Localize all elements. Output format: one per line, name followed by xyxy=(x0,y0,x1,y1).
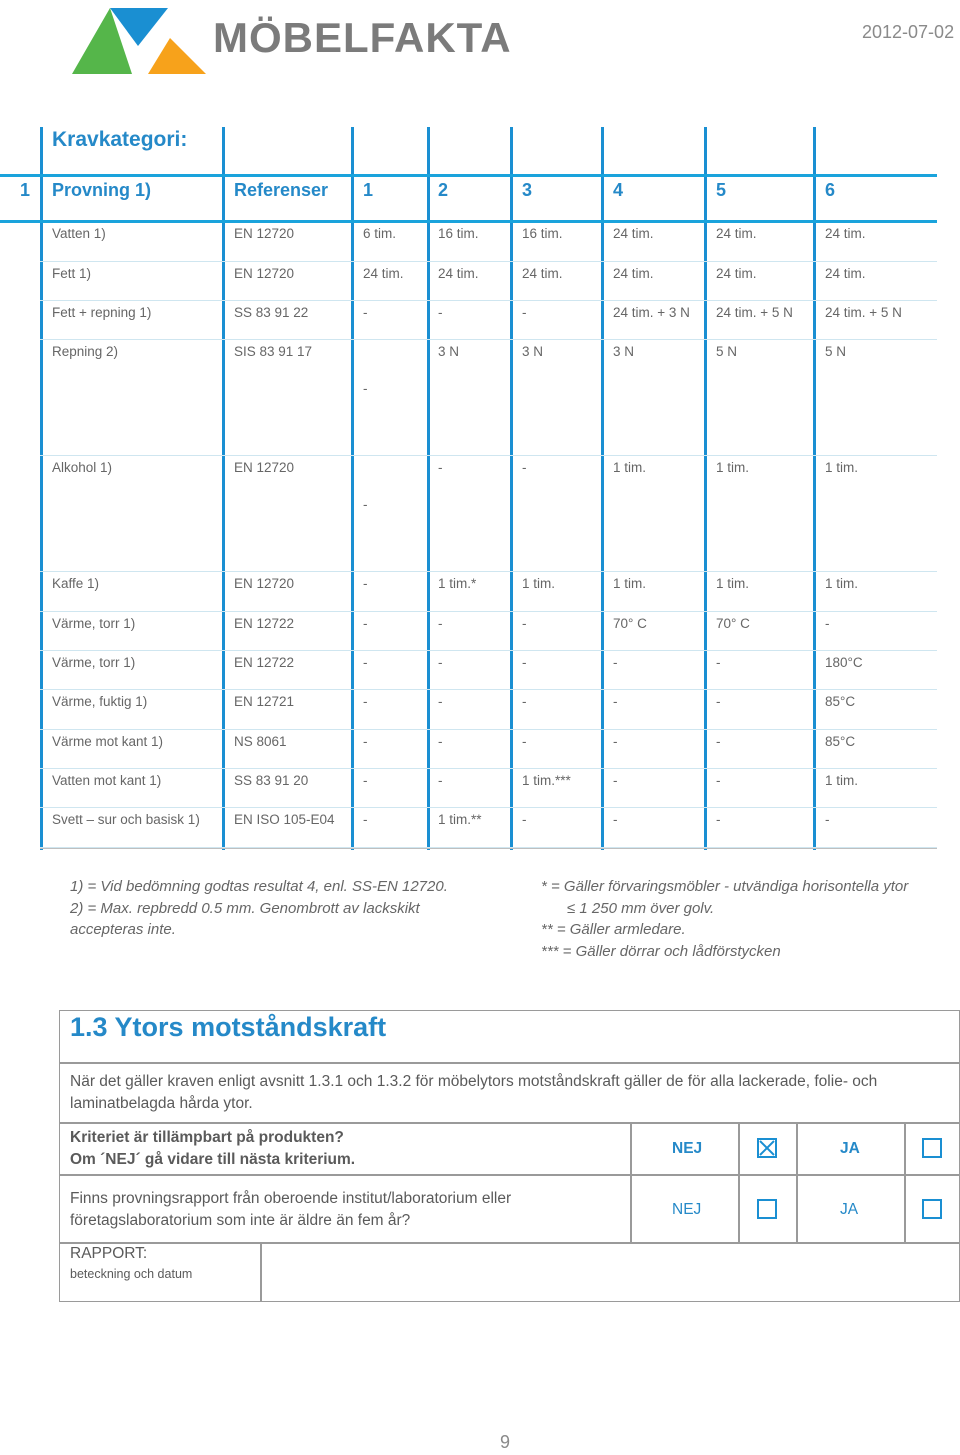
table-cell: - xyxy=(438,655,443,670)
table-cell: - xyxy=(363,655,368,670)
table-cell: SS 83 91 22 xyxy=(234,305,309,320)
table-cell: - xyxy=(716,734,721,749)
rapport-input[interactable] xyxy=(260,1242,960,1302)
table-cell: 24 tim. + 5 N xyxy=(716,305,793,320)
table-cell: - xyxy=(363,616,368,631)
table-cell: Vatten mot kant 1) xyxy=(52,773,162,788)
row-divider xyxy=(40,300,937,301)
q1-nej-checkbox[interactable] xyxy=(757,1138,777,1158)
table-title: Kravkategori: xyxy=(52,128,188,151)
table-cell: 24 tim. xyxy=(825,226,866,241)
header-bottom-line xyxy=(0,220,937,223)
table-cell: - xyxy=(613,773,618,788)
table-cell: - xyxy=(613,734,618,749)
table-cell: 3 N xyxy=(613,344,635,359)
q2-ja-checkbox[interactable] xyxy=(922,1199,942,1219)
table-header-cell: 1 xyxy=(20,180,31,200)
table-cell: - xyxy=(438,460,443,475)
table-cell: Värme mot kant 1) xyxy=(52,734,164,749)
column-divider xyxy=(351,127,354,850)
table-cell: - xyxy=(716,773,721,788)
q1-line-1: Kriteriet är tillämpbart på produkten? xyxy=(70,1129,344,1146)
table-cell: SS 83 91 20 xyxy=(234,773,309,788)
q1-ja-label: JA xyxy=(840,1140,860,1157)
brand-name: MÖBELFAKTA xyxy=(213,14,512,61)
table-header-cell: Referenser xyxy=(234,180,329,200)
table-cell: 1 tim. xyxy=(825,460,859,475)
table-cell: - xyxy=(522,305,527,320)
table-cell: 1 tim. xyxy=(716,460,750,475)
table-cell: 16 tim. xyxy=(438,226,479,241)
check-x-icon xyxy=(759,1140,775,1156)
table-cell: 24 tim. + 3 N xyxy=(613,305,690,320)
column-divider xyxy=(40,127,43,850)
table-cell: EN 12722 xyxy=(234,655,295,670)
table-cell: - xyxy=(613,694,618,709)
table-cell: Värme, torr 1) xyxy=(52,655,136,670)
column-divider xyxy=(813,127,816,850)
table-header-cell: 5 xyxy=(716,180,727,200)
table-cell: EN 12720 xyxy=(234,460,295,475)
table-cell: 6 tim. xyxy=(363,226,397,241)
table-cell: EN 12720 xyxy=(234,226,295,241)
table-cell: 1 tim. xyxy=(613,576,647,591)
table-cell: 1 tim.*** xyxy=(522,773,571,788)
page-number: 9 xyxy=(500,1432,511,1452)
table-cell: - xyxy=(613,812,618,827)
table-cell: 180°C xyxy=(825,655,863,670)
table-cell: Kaffe 1) xyxy=(52,576,100,591)
section-title: 1.3 Ytors motståndskraft xyxy=(70,1012,387,1042)
table-cell: EN 12720 xyxy=(234,576,295,591)
table-cell: 70° C xyxy=(716,616,750,631)
table-cell: 1 tim.** xyxy=(438,812,482,827)
table-cell: - xyxy=(522,734,527,749)
row-divider xyxy=(40,689,937,690)
column-divider xyxy=(222,127,225,850)
table-bottom-line xyxy=(40,848,937,849)
note-right-2: ≤ 1 250 mm över golv. xyxy=(567,900,715,917)
note-right-4: *** = Gäller dörrar och lådförstycken xyxy=(541,943,781,960)
row-divider xyxy=(40,339,937,340)
column-divider xyxy=(704,127,707,850)
table-cell: - xyxy=(522,655,527,670)
document-date: 2012-07-02 xyxy=(862,22,955,42)
row-divider xyxy=(40,768,937,769)
note-left-1: 1) = Vid bedömning godtas resultat 4, enl. SS-EN 12720. xyxy=(70,878,448,895)
table-cell: NS 8061 xyxy=(234,734,287,749)
row-divider xyxy=(40,611,937,612)
table-header-cell: 4 xyxy=(613,180,624,200)
table-cell: 24 tim. xyxy=(438,266,479,281)
table-cell: Alkohol 1) xyxy=(52,460,113,475)
table-cell: - xyxy=(522,694,527,709)
q2-line-2: företagslaboratorium som inte är äldre än fem år? xyxy=(70,1212,411,1229)
table-cell: 24 tim. + 5 N xyxy=(825,305,902,320)
table-cell: 3 N xyxy=(438,344,460,359)
table-cell: 1 tim. xyxy=(613,460,647,475)
table-cell: - xyxy=(363,305,368,320)
section-intro: När det gäller kraven enligt avsnitt 1.3.1 och 1.3.2 för möbelytors motståndskraft gäller de för alla lackerade, folie- och laminatbelagda hårda ytor. xyxy=(70,1073,878,1112)
q2-line-1: Finns provningsrapport från oberoende institut/laboratorium eller xyxy=(70,1190,512,1207)
table-cell: 16 tim. xyxy=(522,226,563,241)
row-divider xyxy=(40,261,937,262)
table-cell: - xyxy=(613,655,618,670)
table-cell: - xyxy=(522,460,527,475)
table-cell: Svett – sur och basisk 1) xyxy=(52,812,200,827)
table-cell: 70° C xyxy=(613,616,647,631)
table-cell: - xyxy=(438,734,443,749)
table-cell: - xyxy=(522,812,527,827)
table-cell: 24 tim. xyxy=(522,266,563,281)
table-cell: EN 12722 xyxy=(234,616,295,631)
row-divider xyxy=(40,729,937,730)
table-cell: 24 tim. xyxy=(363,266,404,281)
column-divider xyxy=(427,127,430,850)
row-divider xyxy=(40,571,937,572)
table-cell: SIS 83 91 17 xyxy=(234,344,313,359)
table-cell: 1 tim. xyxy=(825,773,859,788)
mobelfakta-logo xyxy=(70,0,210,80)
table-cell: 1 tim. xyxy=(716,576,750,591)
table-cell: Värme, torr 1) xyxy=(52,616,136,631)
table-cell: 85°C xyxy=(825,734,856,749)
table-cell: EN 12721 xyxy=(234,694,295,709)
table-cell: - xyxy=(716,812,721,827)
rapport-label: RAPPORT: xyxy=(70,1245,148,1262)
note-right-1: * = Gäller förvaringsmöbler - utvändiga horisontella ytor xyxy=(541,878,909,895)
table-cell: - xyxy=(825,812,830,827)
note-right-3: ** = Gäller armledare. xyxy=(541,921,686,938)
q1-nej-label: NEJ xyxy=(672,1140,703,1157)
q1-ja-checkbox[interactable] xyxy=(922,1138,942,1158)
table-cell: Repning 2) xyxy=(52,344,119,359)
table-cell: - xyxy=(438,616,443,631)
table-cell: 1 tim. xyxy=(825,576,859,591)
q1-line-2: Om ´NEJ´ gå vidare till nästa kriterium. xyxy=(70,1151,356,1168)
table-cell: Vatten 1) xyxy=(52,226,106,241)
table-cell: Fett + repning 1) xyxy=(52,305,152,320)
table-cell: - xyxy=(438,773,443,788)
row-divider xyxy=(40,807,937,808)
table-cell: - xyxy=(363,497,368,512)
table-cell: 3 N xyxy=(522,344,544,359)
row-divider xyxy=(40,455,937,456)
table-cell: 5 N xyxy=(825,344,847,359)
table-header-cell: 6 xyxy=(825,180,836,200)
table-cell: - xyxy=(438,305,443,320)
table-header-cell: 2 xyxy=(438,180,449,200)
table-cell: 1 tim.* xyxy=(438,576,477,591)
table-header-cell: 3 xyxy=(522,180,533,200)
table-cell: 24 tim. xyxy=(613,226,654,241)
table-cell: - xyxy=(363,694,368,709)
table-cell: - xyxy=(716,655,721,670)
table-cell: 85°C xyxy=(825,694,856,709)
table-header-cell: Provning 1) xyxy=(52,180,152,200)
table-cell: - xyxy=(363,812,368,827)
table-cell: - xyxy=(363,381,368,396)
table-cell: EN ISO 105-E04 xyxy=(234,812,335,827)
table-cell: 24 tim. xyxy=(825,266,866,281)
table-cell: - xyxy=(716,694,721,709)
table-cell: - xyxy=(363,734,368,749)
note-left-2: 2) = Max. repbredd 0.5 mm. Genombrott av lackskikt xyxy=(70,900,420,917)
table-cell: 5 N xyxy=(716,344,738,359)
header-top-line xyxy=(0,174,937,177)
row-divider xyxy=(40,650,937,651)
table-cell: 1 tim. xyxy=(522,576,556,591)
q2-ja-label: JA xyxy=(840,1201,859,1218)
table-cell: Värme, fuktig 1) xyxy=(52,694,148,709)
table-cell: 24 tim. xyxy=(716,266,757,281)
table-cell: - xyxy=(363,576,368,591)
table-cell: 24 tim. xyxy=(716,226,757,241)
table-header-cell: 1 xyxy=(363,180,374,200)
q2-nej-label: NEJ xyxy=(672,1201,702,1218)
note-left-3: accepteras inte. xyxy=(70,921,176,938)
table-cell: - xyxy=(438,694,443,709)
table-cell: EN 12720 xyxy=(234,266,295,281)
column-divider xyxy=(510,127,513,850)
column-divider xyxy=(601,127,604,850)
table-cell: - xyxy=(363,773,368,788)
table-cell: 24 tim. xyxy=(613,266,654,281)
rapport-sublabel: beteckning och datum xyxy=(70,1267,193,1281)
table-cell: - xyxy=(825,616,830,631)
table-cell: - xyxy=(522,616,527,631)
table-cell: Fett 1) xyxy=(52,266,92,281)
q2-nej-checkbox[interactable] xyxy=(757,1199,777,1219)
